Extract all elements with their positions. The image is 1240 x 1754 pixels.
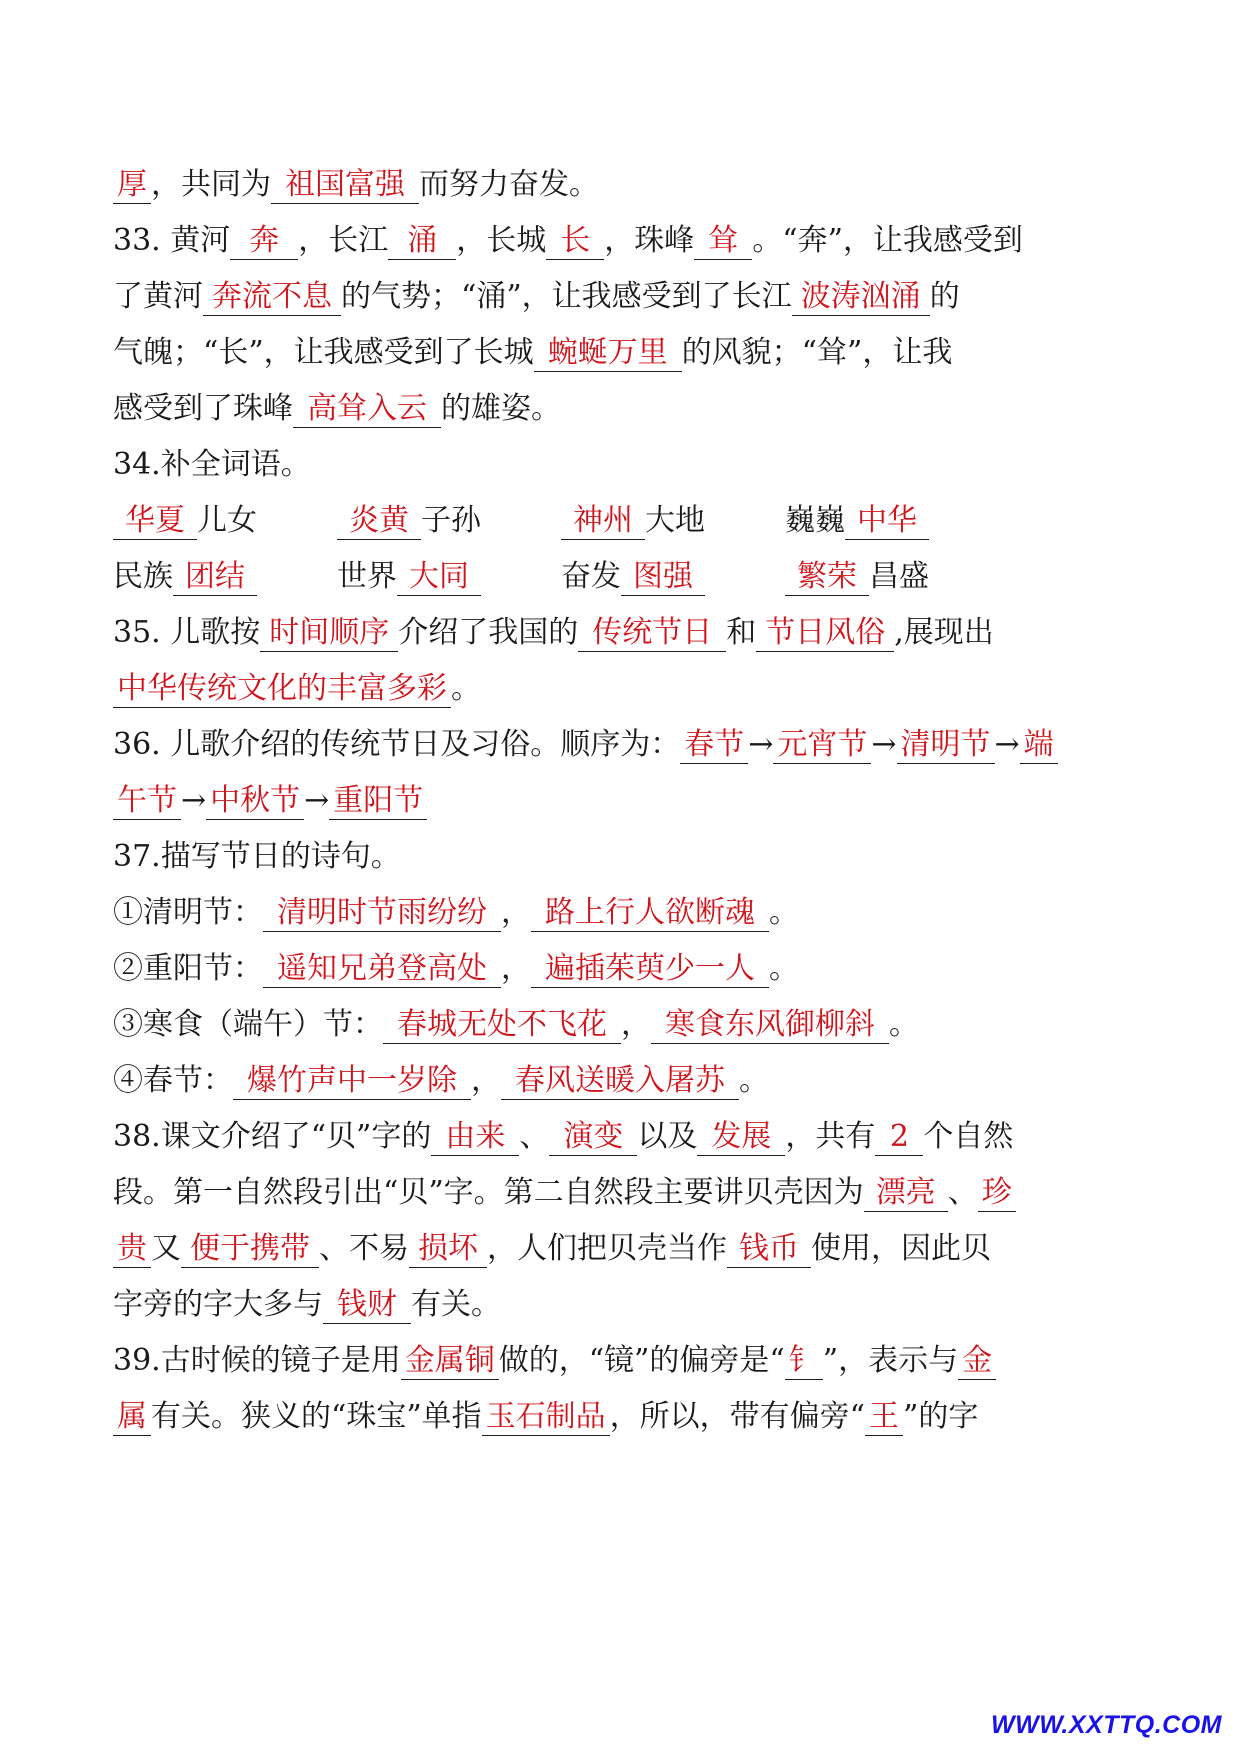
answer-blank: 华夏 [113, 503, 197, 540]
answer-blank: 演变 [549, 1119, 637, 1156]
answer-blank: 图强 [621, 559, 705, 596]
answer-blank: 2 [875, 1119, 923, 1156]
answer-blank: 便于携带 [181, 1231, 319, 1268]
answer-blank: 清明节 [897, 727, 995, 764]
answer-blank: 损坏 [409, 1231, 487, 1268]
answer-blank: 清明时节雨纷纷 [263, 895, 501, 932]
answer-blank: 珍 [978, 1175, 1016, 1212]
answer-blank: 漂亮 [864, 1175, 948, 1212]
question-36-line-2: 午节 → 中秋节 → 重阳节 [113, 779, 1133, 823]
answer-blank: 大同 [397, 559, 481, 596]
poem-line: ③寒食（端午）节： 春城无处不飞花 ， 寒食东风御柳斜 。 [113, 1007, 919, 1042]
answer-blank: 钱币 [727, 1231, 811, 1268]
line-continuation: 厚 ，共同为 祖国富强 而努力奋发。 [113, 163, 1133, 207]
answer-blank: 春城无处不飞花 [383, 1007, 621, 1044]
question-38-line-3: 贵 又 便于携带 、不易 损坏 ，人们把贝壳当作 钱币 使用，因此贝 [113, 1227, 1133, 1271]
answer-blank: 春风送暖入屠苏 [501, 1063, 739, 1100]
answer-blank: 由来 [431, 1119, 519, 1156]
answer-blank: 春节 [680, 727, 748, 764]
answer-blank: 波涛汹涌 [792, 279, 930, 316]
question-35-line-1: 35. 儿歌按 时间顺序 介绍了我国的 传统节日 和 节日风俗 ,展现出 [113, 615, 994, 650]
answer-blank: 长 [546, 223, 604, 260]
answer-blank: 路上行人欲断魂 [531, 895, 769, 932]
question-35-line-2: 中华传统文化的丰富多彩 。 [113, 667, 1133, 711]
answer-blank: 厚 [113, 167, 151, 204]
question-36-line-1: 36. 儿歌介绍的传统节日及习俗。顺序为： 春节 → 元宵节 → 清明节 → 端 [113, 723, 1133, 767]
answer-blank: 奔 [230, 223, 298, 260]
question-39-line-1: 39.古时候的镜子是用 金属铜 做的，“镜”的偏旁是“ 钅 ”，表示与 金 [113, 1339, 1133, 1383]
answer-blank: 神州 [561, 503, 645, 540]
question-33-line-2: 了黄河 奔流不息 的气势；“涌”，让我感受到了长江 波涛汹涌 的 [113, 279, 960, 314]
question-33-line-3: 气魄；“长”，让我感受到了长城 蜿蜒万里 的风貌；“耸”，让我 [113, 335, 953, 370]
answer-blank: 传统节日 [578, 615, 726, 652]
question-33-line-4: 感受到了珠峰 高耸入云 的雄姿。 [113, 391, 561, 426]
poem-line: ①清明节： 清明时节雨纷纷 ， 路上行人欲断魂 。 [113, 895, 799, 930]
answer-blank: 高耸入云 [293, 391, 441, 428]
answer-blank: 团结 [173, 559, 257, 596]
answer-blank: 寒食东风御柳斜 [651, 1007, 889, 1044]
question-34-row-1: 华夏 儿女 炎黄 子孙 神州 大地 巍巍 中华 [113, 499, 1133, 543]
question-38-line-4: 字旁的字大多与 钱财 有关。 [113, 1287, 501, 1322]
answer-blank: 中华 [845, 503, 929, 540]
answer-blank: 金 [958, 1343, 996, 1380]
question-38-line-2: 段。第一自然段引出“贝”字。第二自然段主要讲贝壳因为 漂亮 、 珍 [113, 1171, 1133, 1215]
answer-blank: 贵 [113, 1231, 151, 1268]
answer-blank: 玉石制品 [482, 1399, 610, 1436]
answer-blank: 中华传统文化的丰富多彩 [113, 671, 451, 708]
answer-blank: 奔流不息 [203, 279, 341, 316]
answer-blank: 蜿蜒万里 [534, 335, 682, 372]
question-34-row-2: 民族 团结 世界 大同 奋发 图强 繁荣 昌盛 [113, 559, 929, 594]
poem-line: ④春节： 爆竹声中一岁除 ， 春风送暖入屠苏 。 [113, 1063, 769, 1098]
answer-blank: 耸 [694, 223, 752, 260]
answer-blank: 遥知兄弟登高处 [263, 951, 501, 988]
question-39-line-2: 属 有关。狭义的“珠宝”单指 玉石制品 ，所以，带有偏旁“ 王 ”的字 [113, 1395, 1133, 1439]
question-33-line-1: 33. 黄河 奔 ，长江 涌 ，长城 长 ，珠峰 耸 。“奔”，让我感受到 [113, 223, 1023, 258]
answer-blank: 中秋节 [206, 783, 304, 820]
answer-blank: 重阳节 [329, 783, 427, 820]
question-34-title: 34.补全词语。 [113, 447, 311, 482]
question-38-line-1: 38.课文介绍了“贝”字的 由来 、 演变 以及 发展 ，共有 2 个自然 [113, 1119, 1014, 1154]
answer-blank: 王 [865, 1399, 903, 1436]
answer-blank: 繁荣 [785, 559, 869, 596]
question-37-title: 37.描写节日的诗句。 [113, 839, 401, 874]
answer-blank: 遍插茱萸少一人 [531, 951, 769, 988]
answer-blank: 爆竹声中一岁除 [233, 1063, 471, 1100]
site-watermark: WWW.XXTTQ.COM [991, 1711, 1222, 1739]
answer-blank: 节日风俗 [756, 615, 894, 652]
answer-blank: 钱财 [323, 1287, 411, 1324]
answer-blank: 端 [1020, 727, 1058, 764]
answer-blank: 午节 [113, 783, 181, 820]
answer-blank: 钅 [785, 1343, 823, 1380]
answer-blank: 涌 [388, 223, 456, 260]
poem-line: ②重阳节： 遥知兄弟登高处 ， 遍插茱萸少一人 。 [113, 951, 799, 986]
answer-blank: 炎黄 [337, 503, 421, 540]
answer-blank: 元宵节 [773, 727, 871, 764]
answer-blank: 发展 [697, 1119, 785, 1156]
answer-blank: 金属铜 [401, 1343, 499, 1380]
answer-blank: 属 [113, 1399, 151, 1436]
answer-blank: 祖国富强 [271, 167, 419, 204]
answer-blank: 时间顺序 [260, 615, 398, 652]
